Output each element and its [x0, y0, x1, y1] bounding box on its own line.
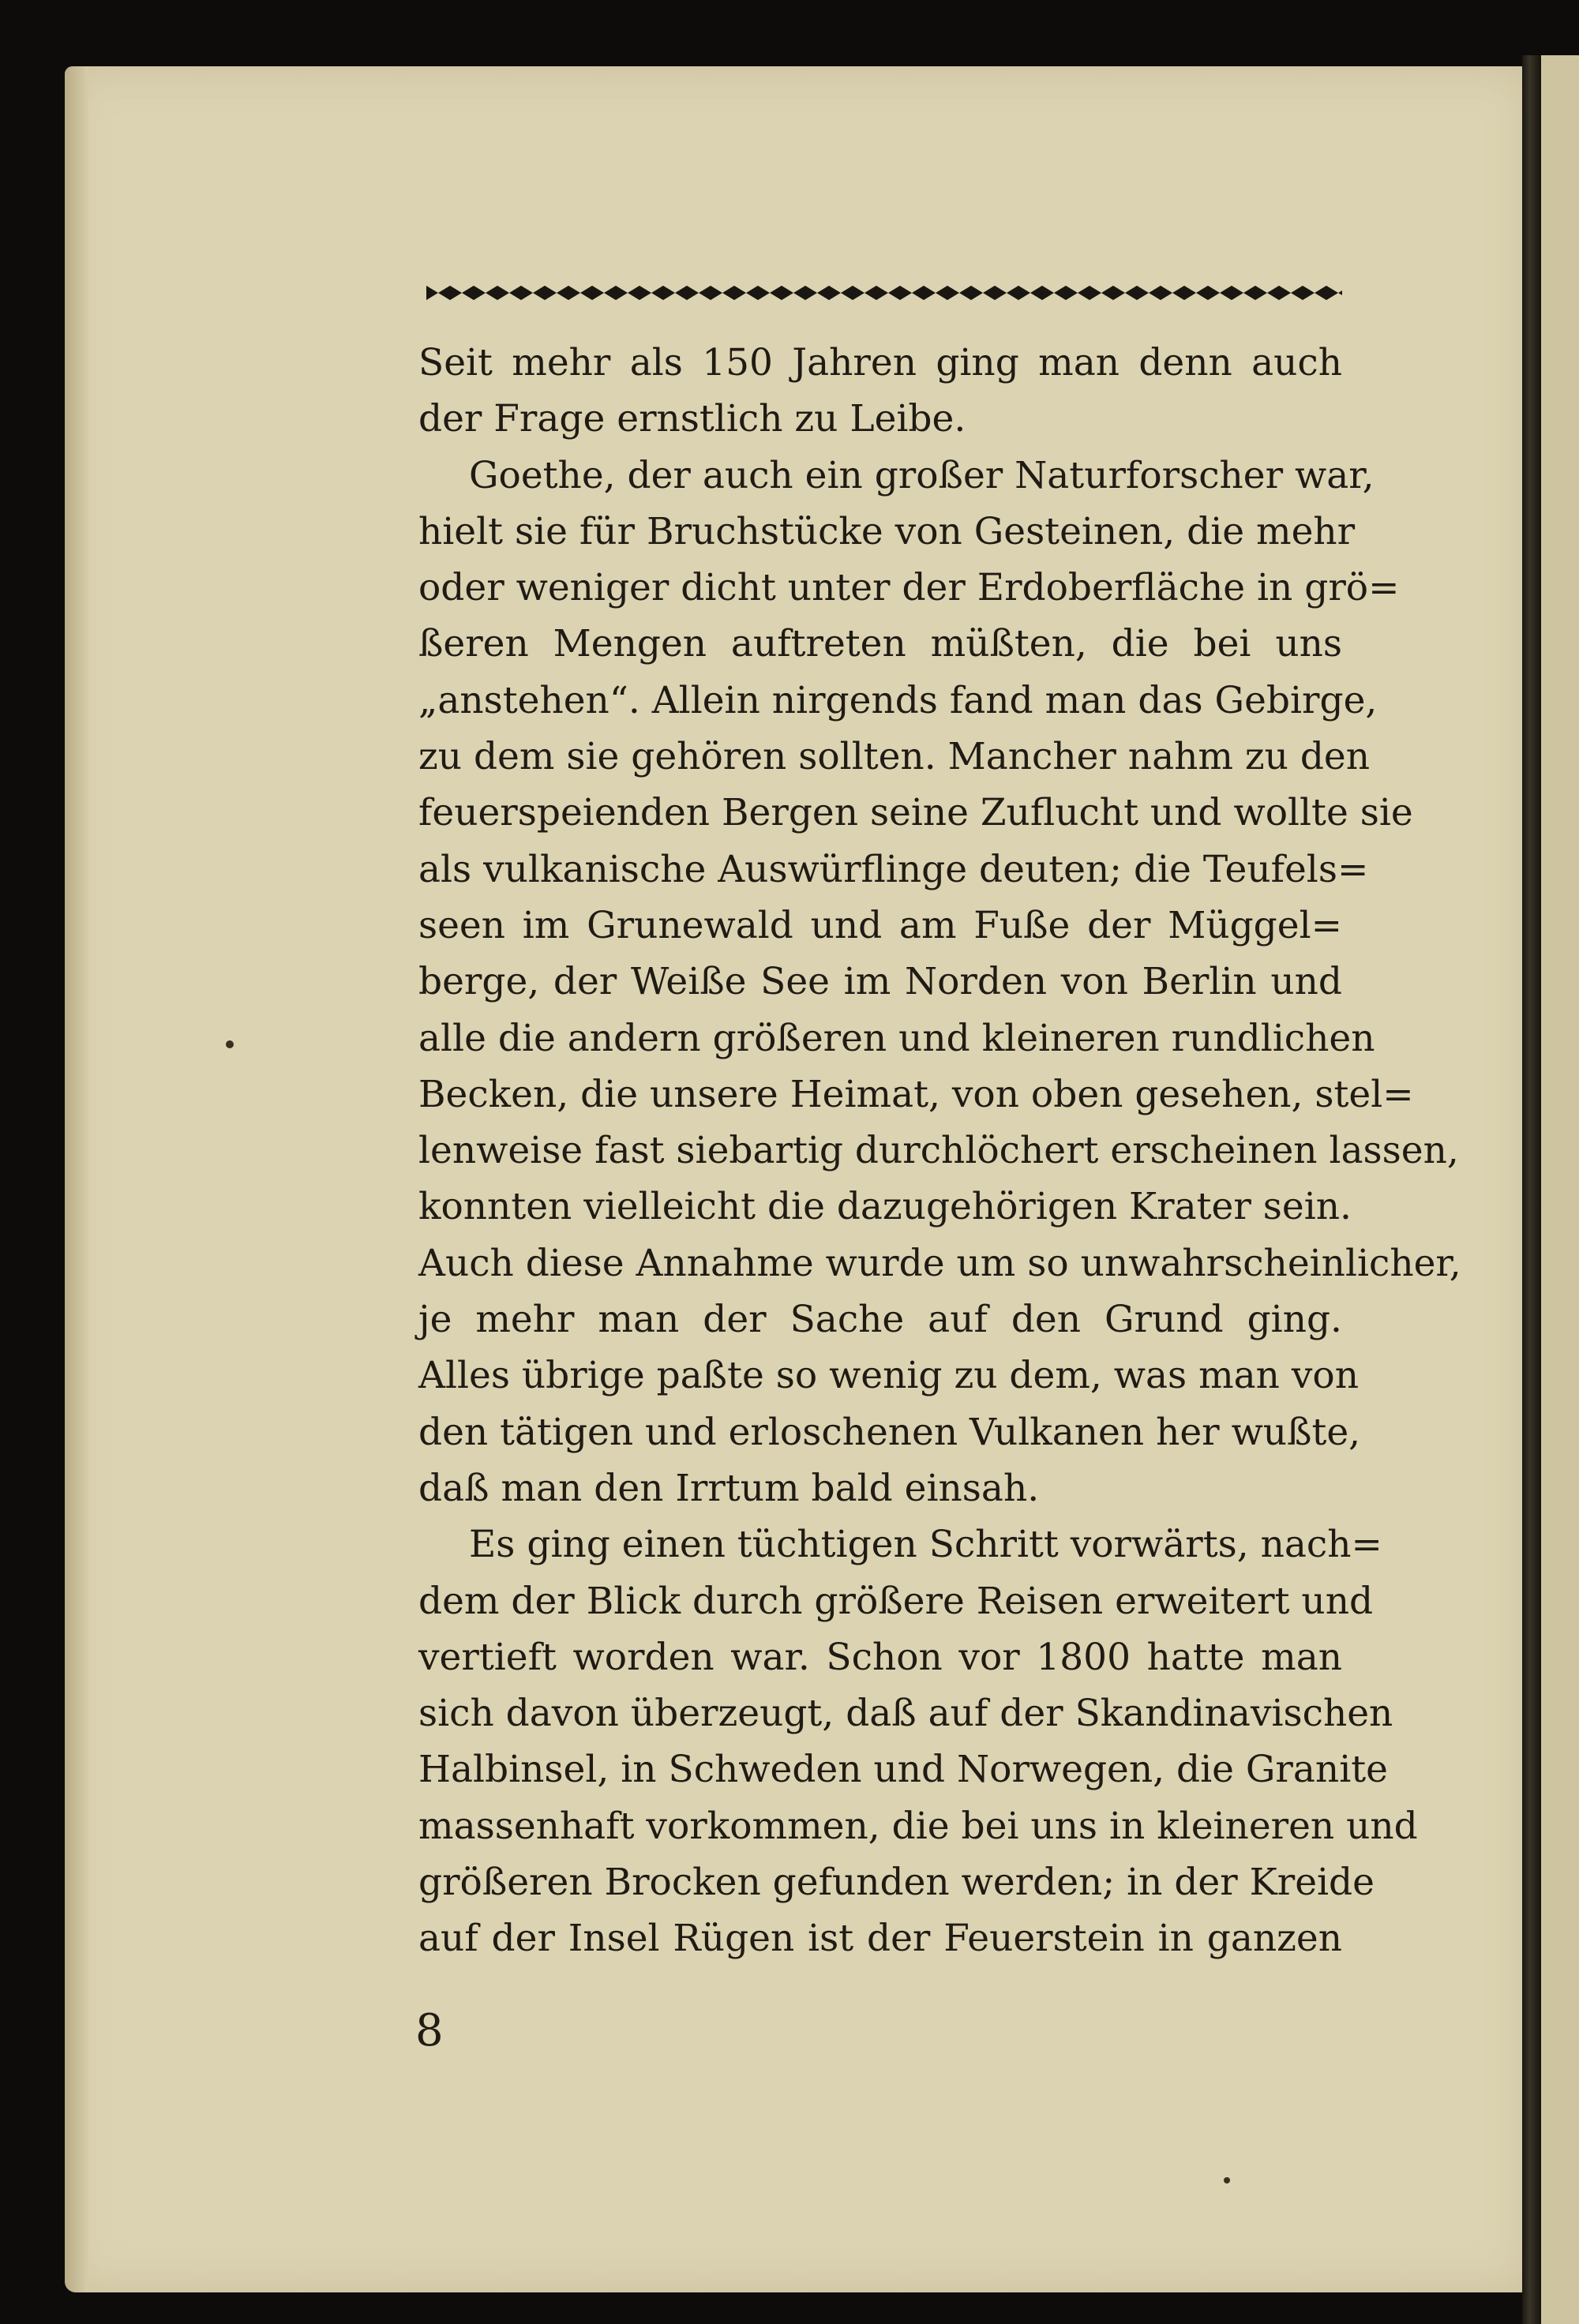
ornament-glyph [474, 283, 497, 303]
ornament-glyph [947, 283, 971, 303]
text-line: daß man den Irrtum bald einsah. [418, 1466, 1040, 1510]
ornament-glyph [971, 283, 995, 303]
ornament-glyph [1018, 283, 1042, 303]
text-line: vertieft worden war. Schon vor 1800 hatte man [418, 1635, 1342, 1679]
text-line: den tätigen und erloschenen Vulkanen her wußte, [418, 1410, 1361, 1454]
ornament-glyph [592, 283, 616, 303]
ornament-glyph [568, 283, 592, 303]
text-line: dem der Blick durch größere Reisen erweitert und [418, 1579, 1374, 1623]
ornament-glyph [1303, 283, 1326, 303]
paper-speck [1224, 2177, 1230, 2183]
ornament-glyph [995, 283, 1018, 303]
ornament-glyph [426, 283, 450, 303]
ornament-glyph [497, 283, 521, 303]
text-line: Es ging einen tüchtigen Schritt vorwärts, nach= [469, 1523, 1382, 1567]
text-line: Seit mehr als 150 Jahren ging man denn auch [418, 341, 1342, 384]
ornament-glyph [734, 283, 758, 303]
text-line: konnten vielleicht die dazugehörigen Krater sein. [418, 1185, 1352, 1229]
text-line: lenweise fast siebartig durchlöchert erscheinen lassen, [418, 1129, 1459, 1173]
ornament-glyph [521, 283, 545, 303]
text-line: feuerspeienden Bergen seine Zuflucht und wollte sie [418, 791, 1413, 835]
ornament-glyph [1113, 283, 1137, 303]
ornament-glyph [1232, 283, 1255, 303]
ornament-glyph [711, 283, 734, 303]
text-line: hielt sie für Bruchstücke von Gesteinen, die mehr [418, 509, 1356, 553]
ornament-glyph [924, 283, 947, 303]
ornament-glyph [900, 283, 924, 303]
text-line: Becken, die unsere Heimat, von oben gesehen, stel= [418, 1072, 1414, 1116]
ornament-glyph [1255, 283, 1279, 303]
ornament-glyph [782, 283, 805, 303]
text-line: der Frage ernstlich zu Leibe. [418, 397, 966, 441]
ornament-glyph [1066, 283, 1090, 303]
text-line: Alles übrige paßte so wenig zu dem, was man von [418, 1354, 1359, 1398]
text-line: alle die andern größeren und kleineren rundlichen [418, 1016, 1375, 1060]
text-line: Halbinsel, in Schweden und Norwegen, die Granite [418, 1748, 1388, 1792]
paper-speck [226, 1040, 234, 1048]
ornament-glyph [853, 283, 876, 303]
text-line: als vulkanische Auswürflinge deuten; die Teufels= [418, 847, 1369, 891]
ornament-glyph [1208, 283, 1232, 303]
text-line: Auch diese Annahme wurde um so unwahrscheinlicher, [418, 1241, 1461, 1285]
ornament-glyph [687, 283, 711, 303]
ornament-glyph [616, 283, 639, 303]
text-line: auf der Insel Rügen ist der Feuerstein in ganzen [418, 1917, 1342, 1961]
ornament-glyph [829, 283, 853, 303]
page-edge [65, 66, 88, 2292]
text-line: sich davon überzeugt, daß auf der Skandinavischen [418, 1692, 1393, 1736]
ornament-glyph [1326, 283, 1342, 303]
ornament-glyph [663, 283, 687, 303]
ornament-glyph [545, 283, 568, 303]
ornament-glyph [1279, 283, 1303, 303]
ornament-glyph [450, 283, 474, 303]
ornament-glyph [876, 283, 900, 303]
text-line: ßeren Mengen auftreten müßten, die bei uns [418, 622, 1342, 666]
ornament-glyph [758, 283, 782, 303]
text-line: größeren Brocken gefunden werden; in der Kreide [418, 1861, 1375, 1905]
facing-page-edge [1541, 55, 1579, 2324]
ornament-glyph [1161, 283, 1184, 303]
ornament-glyph [1042, 283, 1066, 303]
book-gutter [1522, 55, 1541, 2324]
text-line: seen im Grunewald und am Fuße der Müggel= [418, 903, 1342, 947]
ornament-glyph [1090, 283, 1113, 303]
page-number: 8 [415, 2005, 444, 2056]
text-line: zu dem sie gehören sollten. Mancher nahm zu den [418, 735, 1371, 779]
text-line: „anstehen“. Allein nirgends fand man das Gebirge, [418, 678, 1378, 722]
ornament-glyph [1137, 283, 1161, 303]
decorative-header-rule [426, 283, 1342, 303]
text-line: berge, der Weiße See im Norden von Berlin und [418, 960, 1342, 1004]
ornament-glyph [805, 283, 829, 303]
text-line: oder weniger dicht unter der Erdoberfläche in grö= [418, 566, 1400, 610]
text-line: je mehr man der Sache auf den Grund ging. [418, 1298, 1342, 1342]
ornament-glyph [639, 283, 663, 303]
body-text [418, 335, 1461, 1967]
text-line: Goethe, der auch ein großer Naturforscher war, [469, 453, 1375, 497]
ornament-glyph [1184, 283, 1208, 303]
text-line: massenhaft vorkommen, die bei uns in kleineren und [418, 1804, 1418, 1848]
